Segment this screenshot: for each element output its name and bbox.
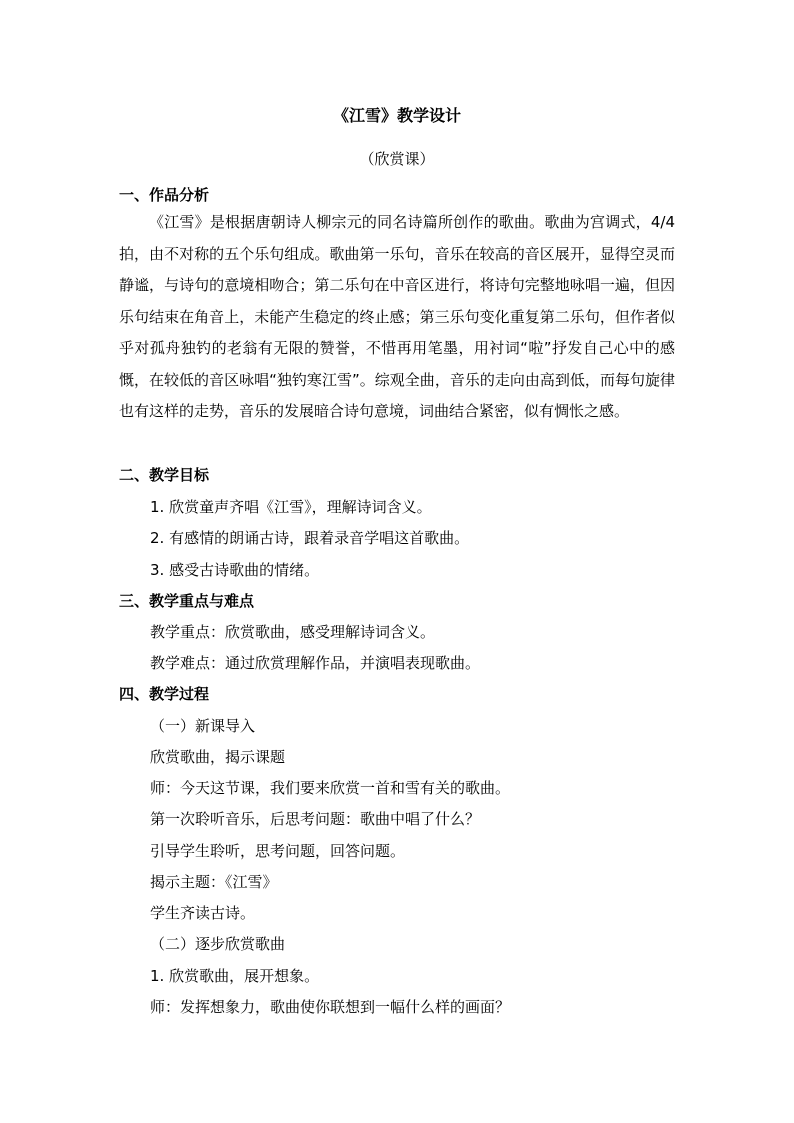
process-line: 第一次聆听音乐，后思考问题：歌曲中唱了什么？ bbox=[150, 810, 481, 828]
section-heading-process: 四、教学过程 bbox=[119, 685, 210, 703]
process-line: 师：今天这节课，我们要来欣赏一首和雪有关的歌曲。 bbox=[150, 779, 511, 797]
analysis-paragraph: 《江雪》是根据唐朝诗人柳宗元的同名诗篇所创作的歌曲。歌曲为宫调式，4/4 拍，由不对称的五个乐句组成。歌曲第一乐句，音乐在较高的音区展开，显得空灵而静谧，与诗句的意境相吻合；第二乐句在中音区进行，将诗句完整地咏唱一遍，但因乐句结束在角音上，未能产生稳定的终止感；第三乐句变化重复第二乐句，但作者似乎对孤舟独钓的老翁有无限的赞誉，不惜再用笔墨，用衬词“啦”抒发自己心中的感慨，在较低的音区咏唱“独钓寒江雪”。综观全曲，音乐的走向由高到低，而每句旋律也有这样的走势，音乐的发展暗合诗句意境，词曲结合紧密，似有惆怅之感。 bbox=[119, 213, 675, 420]
objective-item: 1. 欣赏童声齐唱《江雪》，理解诗词含义。 bbox=[150, 498, 432, 516]
objective-item: 3. 感受古诗歌曲的情绪。 bbox=[150, 561, 320, 579]
process-line: 师：发挥想象力，歌曲使你联想到一幅什么样的画面？ bbox=[150, 998, 511, 1016]
document-subtitle: （欣赏课） bbox=[359, 150, 435, 168]
section-heading-analysis: 一、作品分析 bbox=[119, 186, 210, 204]
document-title: 《江雪》教学设计 bbox=[332, 106, 461, 125]
process-line: 1. 欣赏歌曲，展开想象。 bbox=[150, 967, 320, 985]
keypoint-item: 教学重点：欣赏歌曲，感受理解诗词含义。 bbox=[150, 623, 436, 641]
section-heading-keypoints: 三、教学重点与难点 bbox=[119, 592, 255, 610]
section-heading-objectives: 二、教学目标 bbox=[119, 466, 210, 484]
process-line: 揭示主题：《江雪》 bbox=[150, 873, 278, 891]
objective-item: 2. 有感情的朗诵古诗，跟着录音学唱这首歌曲。 bbox=[150, 529, 470, 547]
process-subheading: （一）新课导入 bbox=[150, 717, 256, 735]
process-line: 学生齐读古诗。 bbox=[150, 904, 256, 922]
process-line: 欣赏歌曲，揭示课题 bbox=[150, 748, 286, 766]
keypoint-item: 教学难点：通过欣赏理解作品，并演唱表现歌曲。 bbox=[150, 654, 481, 672]
process-subheading: （二）逐步欣赏歌曲 bbox=[150, 935, 286, 953]
process-line: 引导学生聆听，思考问题，回答问题。 bbox=[150, 842, 406, 860]
